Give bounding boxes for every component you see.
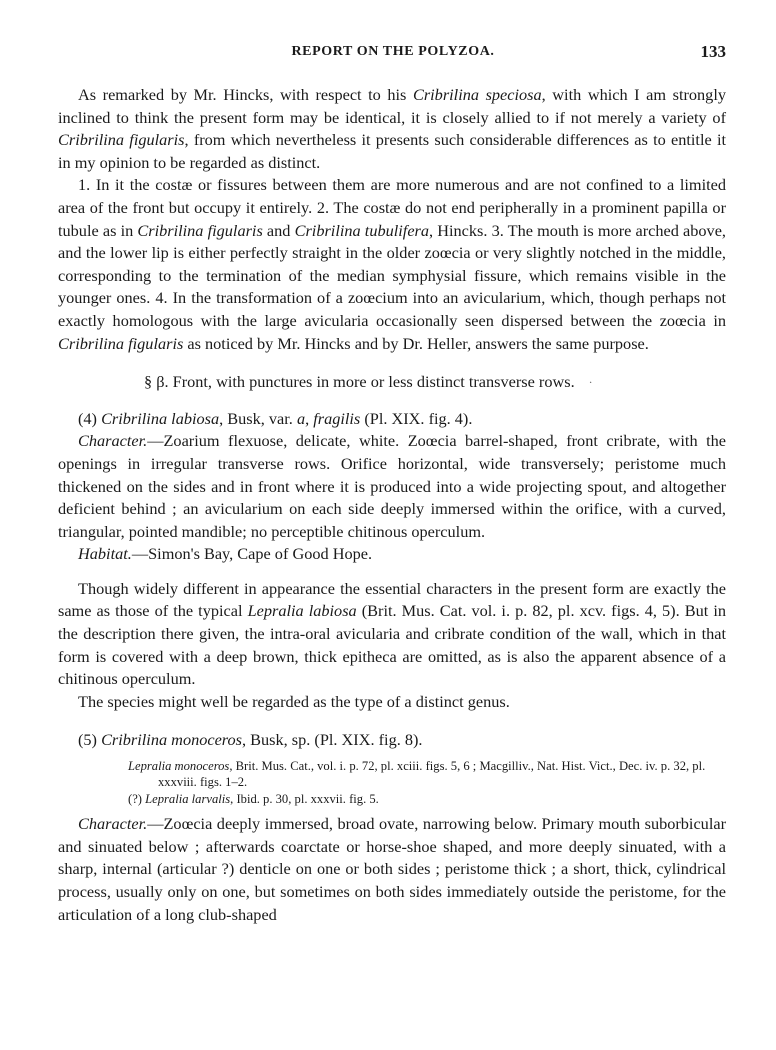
text-run: , Ibid. p. 30, pl. xxxvii. fig. 5. xyxy=(230,791,379,806)
text-run: (Pl. XIX. fig. 4). xyxy=(360,408,473,428)
taxon-name: Cribrilina monoceros xyxy=(101,730,243,750)
species-heading-4 xyxy=(58,408,726,431)
reference-entry xyxy=(58,791,726,807)
taxon-name: Cribrilina figularis xyxy=(58,333,184,353)
habitat-label: Habitat. xyxy=(78,544,132,564)
page-number: 133 xyxy=(700,42,726,61)
text-run: (Brit. Mus. Cat. vol. i. p. 82, pl. xcv. figs. 4, 5). But in the description there given, the intra-oral avicularia and cribrate condition of the wall, which in that form is covered with a deep brown, thick epitheca are omitted, as is also the apparent absence of a chitinous operculum. xyxy=(58,601,726,689)
page-header xyxy=(60,44,726,64)
character-paragraph-5 xyxy=(58,813,726,926)
text-run: 1. In it the costæ or fissures between them are more numerous and are not confined to a limited area of the front but occupy it entirely. 2. The costæ do not end peripherally in a prominent papilla or tubule as in xyxy=(58,175,726,240)
variety-letter: a xyxy=(296,408,306,428)
habitat-text: —Simon's Bay, Cape of Good Hope. xyxy=(131,544,373,564)
paragraph-differences xyxy=(58,174,726,355)
section-heading-beta xyxy=(58,371,726,394)
taxon-name: Lepralia monoceros xyxy=(128,759,230,774)
text-run: as noticed by Mr. Hincks and by Dr. Heller, answers the same purpose. xyxy=(183,333,649,353)
text-run: and xyxy=(262,220,295,240)
text-run: (?) xyxy=(128,791,146,806)
text-run: , xyxy=(305,408,314,428)
character-paragraph-4 xyxy=(58,430,726,543)
print-mark: · xyxy=(588,375,593,390)
habitat-paragraph-4 xyxy=(58,543,726,566)
species-heading-5 xyxy=(58,729,726,752)
character-text: —Zoœcia deeply immersed, broad ovate, narrowing below. Primary mouth suborbicular and sinuated below ; afterwards coarctate or horse-shoe shaped, and more deeply sinuated, with a sharp, internal (articular ?) denticle on one or both sides ; peristome thick ; a short, thick, cylindrical process, usually only on one, but sometimes on both sides immediately outside the peristome, for the articulation of a long club-shaped xyxy=(58,814,726,924)
character-label: Character. xyxy=(78,431,148,451)
text-run: Though widely different in appearance the essential characters in the present form are exactly the same as those of the typical xyxy=(58,578,726,621)
taxon-name: Cribrilina tubulifera xyxy=(294,220,430,240)
synonymy-references xyxy=(58,758,726,807)
text-run: , Busk, var. xyxy=(219,408,297,428)
text-run: , from which nevertheless it presents such considerable differences as to entitle it in my opinion to be regarded as distinct. xyxy=(58,130,727,172)
taxon-name: Cribrilina speciosa xyxy=(412,85,542,104)
character-text: —Zoarium flexuose, delicate, white. Zoœcia barrel-shaped, front cribrate, with the openings in irregular transverse rows. Orifice horizontal, wide transversely; peristome much thickened on the sides and in front where it is produced into a wide projecting spout, and altogether deficient behind ; an avicularium on each side deeply immersed within the orifice, with a curved, triangular, pointed mandible; no perceptible chitinous operculum. xyxy=(58,431,726,541)
taxon-name: Lepralia larvalis xyxy=(145,791,231,806)
text-run: , Busk, sp. (Pl. XIX. fig. 8). xyxy=(242,730,423,750)
section-label: § β. xyxy=(144,372,169,392)
taxon-name: Cribrilina figularis xyxy=(58,130,185,150)
section-title: Front, with punctures in more or less distinct transverse rows. xyxy=(168,372,575,392)
paragraph-lepralia-labiosa xyxy=(58,578,726,691)
variety-name: fragilis xyxy=(313,408,361,428)
text-run: , Hincks. 3. The mouth is more arched above, and the lower lip is either perfectly straight in the older zoœcia or very slightly notched in the middle, corresponding to the termination of the median symphysial fissure, which remains visible in the younger ones. 4. In the transformation of a zoœcium into an avicularium, which, though perhaps not exactly homologous with the large avicularia occasionally seen dispersed between the zoœcia in xyxy=(58,220,726,330)
taxon-name: Cribrilina labiosa xyxy=(101,408,220,428)
paragraph-distinct-genus: The species might well be regarded as the type of a distinct genus. xyxy=(78,691,510,711)
running-head: REPORT ON THE POLYZOA. xyxy=(291,44,495,59)
text-run: (5) xyxy=(78,730,102,750)
reference-entry xyxy=(58,758,726,791)
text-run: (4) xyxy=(78,408,102,428)
character-label: Character. xyxy=(78,814,148,834)
taxon-name: Lepralia labiosa xyxy=(247,601,357,621)
taxon-name: Cribrilina figularis xyxy=(137,220,263,240)
paragraph-hincks-remark xyxy=(58,84,726,174)
text-run: , with which I am strongly inclined to think the present form may be identical, it is closely allied to if not merely a variety of xyxy=(58,85,726,127)
text-run: As remarked by Mr. Hincks, with respect to his xyxy=(78,85,413,104)
body-text xyxy=(58,84,726,926)
text-run: , Brit. Mus. Cat., vol. i. p. 72, pl. xciii. figs. 5, 6 ; Macgilliv., Nat. Hist. Vict., Dec. iv. p. 32, pl. xxxviii. figs. 1–2. xyxy=(158,759,706,790)
